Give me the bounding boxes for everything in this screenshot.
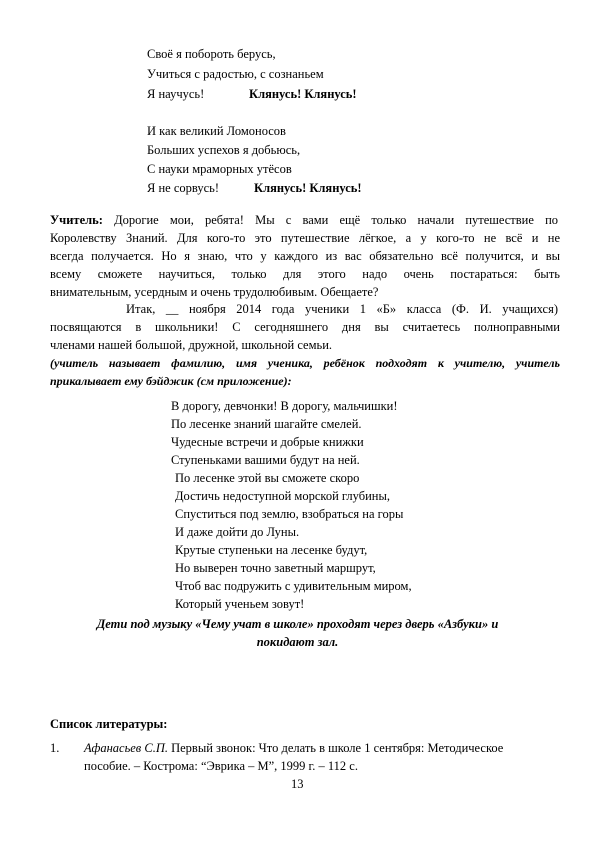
teacher-paragraph-line2: Королевству Знаний. Для кого-то это путешествие лёгкое, а у кого-то не всё и не	[50, 231, 560, 245]
poem3-line8: И даже дойти до Луны.	[175, 525, 300, 539]
poem3-line2: По лесенке знаний шагайте смелей.	[171, 417, 362, 431]
teacher-note-line2: прикалывает ему бэйджик (см приложение):	[50, 374, 292, 388]
poem3-line5: По лесенке этой вы сможете скоро	[175, 471, 360, 485]
poem3-line4: Ступеньками вашими будут на ней.	[171, 453, 360, 467]
poem1-line2: Учиться с радостью, с сознаньем	[147, 67, 324, 81]
poem3-line10: Но выверен точно заветный маршрут,	[175, 561, 376, 575]
teacher-paragraph-line8: членами нашей большой, дружной, школьной семьи.	[50, 338, 333, 352]
bibliography-heading: Список литературы:	[50, 717, 168, 731]
stage-direction-line2: покидают зал.	[256, 635, 339, 649]
teacher-paragraph-line5: внимательным, усердным и очень трудолюбивым. Обещаете?	[50, 285, 379, 299]
bibliography-item-line2: пособие. – Кострома: “Эврика – М”, 1999 г. – 112 с.	[84, 759, 358, 773]
page-number: 13	[291, 777, 304, 791]
poem2-line3: С науки мраморных утёсов	[147, 162, 292, 176]
poem3-line1: В дорогу, девчонки! В дорогу, мальчишки!	[171, 399, 398, 413]
poem3-line12: Который ученьем зовут!	[175, 597, 305, 611]
bibliography-item-number: 1.	[50, 741, 60, 755]
poem3-line9: Крутые ступеньки на лесенке будут,	[175, 543, 368, 557]
teacher-paragraph-line3: всегда получается. Но я знаю, что у каждого из вас обязательно всё получится, и вы	[50, 249, 560, 263]
teacher-paragraph-line7: посвящаются в школьники! С сегодняшнего дня вы считаетесь полноправными	[50, 320, 560, 334]
poem1-line3-start: Я научусь!	[147, 87, 205, 101]
bibliography-item-author: Афанасьев С.П.	[84, 741, 168, 755]
teacher-speaker: Учитель:	[50, 213, 103, 227]
poem2-line2: Больших успехов я добьюсь,	[147, 143, 301, 157]
poem3-line6: Достичь недоступной морской глубины,	[175, 489, 390, 503]
bibliography-item-line1: Афанасьев С.П. Первый звонок: Что делать в школе 1 сентября: Методическое	[84, 741, 504, 755]
teacher-note-line1: (учитель называет фамилию, имя ученика, ребёнок подходят к учителю, учитель	[50, 356, 560, 370]
poem2-line4-start: Я не сорвусь!	[147, 181, 220, 195]
poem3-line3: Чудесные встречи и добрые книжки	[171, 435, 364, 449]
poem1-line1: Своё я побороть берусь,	[147, 47, 276, 61]
poem3-line11: Чтоб вас подружить с удивительным миром,	[175, 579, 412, 593]
teacher-paragraph-line6: Итак, __ ноября 2014 года ученики 1 «Б» класса (Ф. И. учащихся)	[126, 302, 558, 316]
poem2-line4-vow: Клянусь! Клянусь!	[254, 181, 362, 195]
poem1-line3-vow: Клянусь! Клянусь!	[249, 87, 357, 101]
stage-direction-line1: Дети под музыку «Чему учат в школе» проходят через дверь «Азбуки» и	[96, 617, 499, 631]
teacher-paragraph-line4: всему сможете научиться, только для этого надо очень постараться: быть	[50, 267, 560, 281]
teacher-paragraph-line1: Учитель: Дорогие мои, ребята! Мы с вами ещё только начали путешествие по	[50, 213, 559, 227]
poem2-line1: И как великий Ломоносов	[147, 124, 286, 138]
poem3-line7: Спуститься под землю, взобраться на горы	[175, 507, 404, 521]
